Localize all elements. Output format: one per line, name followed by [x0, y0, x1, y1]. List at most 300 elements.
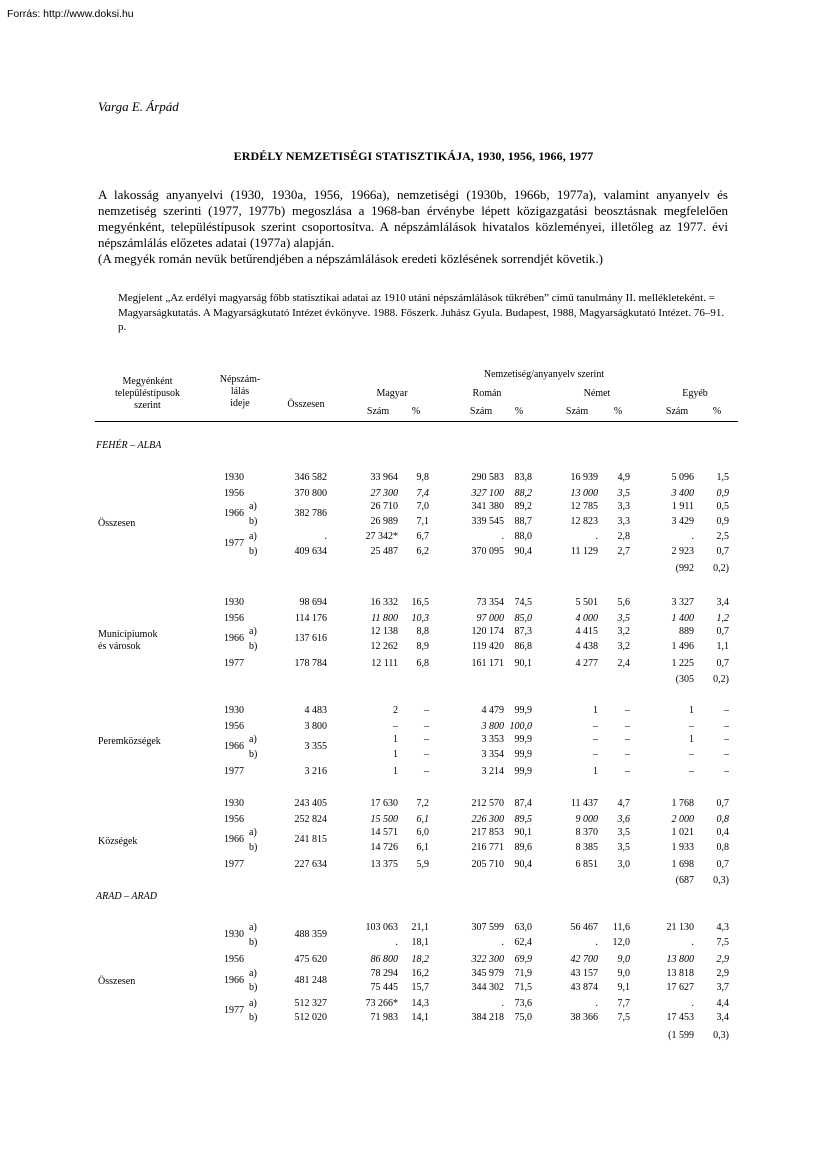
count-cell: .: [691, 531, 694, 542]
percent-cell: 87,3: [514, 626, 532, 637]
percent-cell: 2,5: [716, 531, 729, 542]
census-variant: b): [249, 841, 258, 853]
total-value: 241 815: [294, 834, 327, 845]
percent-cell: 6,7: [416, 531, 429, 542]
percent-cell: 99,9: [514, 705, 532, 716]
header-group: Nemzetiség/anyanyelv szerint: [483, 369, 605, 380]
percent-cell: –: [724, 705, 729, 716]
percent-cell: 7,7: [617, 997, 630, 1009]
percent-cell: 0,7: [716, 798, 729, 809]
count-cell: (992: [675, 563, 694, 574]
count-cell: 4 277: [575, 658, 598, 669]
percent-cell: 0,5: [716, 501, 729, 512]
percent-cell: 90,1: [514, 658, 532, 669]
percent-cell: –: [424, 734, 429, 745]
count-cell: 3 353: [481, 734, 504, 745]
count-cell: 4 438: [575, 640, 598, 652]
percent-cell: 5,6: [617, 597, 630, 608]
census-variant: a): [249, 626, 257, 637]
count-cell: 13 000: [570, 487, 598, 499]
count-cell: 11 129: [570, 545, 598, 557]
census-variant: a): [249, 967, 257, 979]
percent-cell: 11,6: [612, 922, 630, 933]
total-value: 243 405: [294, 798, 327, 809]
count-cell: 307 599: [471, 922, 504, 933]
count-cell: 205 710: [471, 859, 504, 870]
percent-cell: 90,1: [514, 827, 532, 838]
percent-cell: 12,0: [612, 936, 630, 948]
census-year: 1956: [224, 612, 244, 624]
count-cell: 1 021: [671, 827, 694, 838]
count-cell: 119 420: [471, 640, 504, 652]
percent-cell: 9,8: [416, 472, 429, 483]
census-year: 1966: [224, 741, 244, 752]
total-value: 137 616: [294, 633, 327, 644]
count-cell: 5 501: [575, 597, 598, 608]
percent-cell: 89,2: [514, 501, 532, 512]
header-roman: Román: [472, 388, 502, 399]
percent-cell: 5,9: [416, 859, 429, 870]
total-value: 4 483: [304, 705, 327, 716]
count-cell: 12 111: [371, 658, 398, 669]
percent-cell: 88,7: [514, 515, 532, 527]
percent-cell: 2,9: [716, 967, 729, 979]
percent-cell: 3,6: [617, 813, 630, 825]
row-group-label: Községek: [98, 836, 138, 848]
intro-text: [98, 187, 728, 267]
percent-cell: 10,3: [411, 612, 429, 624]
count-cell: 17 630: [370, 798, 398, 809]
intro-paragraph: A lakosság anyanyelvi (1930, 1930a, 1956, 1966a), nemzetiségi (1930b, 1966b, 1977a), valamint anyanyelv és nemzetiség szerinti (1977, 1977b) megoszlása a 1968-ban érvénybe lépett közigazgatási beosztásnak megfelelően megyénként, településtípusok szerint csoportosítva. A népszámlálások hivatalos közleményei, illetőleg az 1977. évi népszámlálás előzetes adatai (1977a) alapján.: [98, 187, 728, 250]
census-variant: b): [249, 982, 258, 993]
header-line: szerint: [134, 400, 161, 411]
census-variant: a): [249, 922, 257, 933]
count-cell: 1: [593, 766, 598, 777]
percent-cell: 6,1: [416, 841, 429, 853]
count-cell: .: [595, 997, 598, 1009]
census-year: 1966: [224, 508, 244, 519]
percent-cell: –: [724, 748, 729, 760]
count-cell: 13 800: [666, 954, 694, 965]
census-year: 1956: [224, 954, 244, 965]
total-value: 475 620: [294, 954, 327, 965]
count-cell: 216 771: [471, 841, 504, 853]
header-szam: Szám: [665, 406, 689, 417]
count-cell: –: [593, 748, 598, 760]
percent-cell: 18,2: [411, 954, 429, 965]
count-cell: 5 096: [671, 472, 694, 483]
source-line: Forrás: http://www.doksi.hu: [7, 8, 134, 20]
count-cell: 2 000: [671, 813, 694, 825]
count-cell: –: [689, 720, 694, 732]
percent-cell: 18,1: [411, 936, 429, 948]
census-variant: b): [249, 545, 258, 557]
count-cell: 339 545: [471, 515, 504, 527]
count-cell: –: [393, 720, 398, 732]
percent-cell: 3,4: [716, 597, 729, 608]
count-cell: 13 375: [370, 859, 398, 870]
count-cell: 21 130: [666, 922, 694, 933]
count-cell: 226 300: [471, 813, 504, 825]
percent-cell: 86,8: [514, 640, 532, 652]
percent-cell: 7,2: [416, 798, 429, 809]
header-line: lálás: [230, 386, 250, 397]
count-cell: 12 785: [570, 501, 598, 512]
count-cell: 42 700: [570, 954, 598, 965]
census-year: 1966: [224, 834, 244, 845]
count-cell: 13 818: [666, 967, 694, 979]
percent-cell: 4,4: [716, 997, 729, 1009]
count-cell: –: [689, 766, 694, 777]
count-cell: 322 300: [471, 954, 504, 965]
percent-cell: 3,0: [617, 859, 630, 870]
percent-cell: –: [625, 720, 630, 732]
count-cell: 341 380: [471, 501, 504, 512]
count-cell: .: [501, 997, 504, 1009]
header-total: Összesen: [287, 399, 325, 410]
count-cell: –: [593, 720, 598, 732]
total-value: 3 800: [304, 720, 327, 732]
percent-cell: 0,7: [716, 626, 729, 637]
count-cell: 1: [689, 705, 694, 716]
count-cell: 38 366: [570, 1012, 598, 1023]
percent-cell: 21,1: [411, 922, 429, 933]
percent-cell: 7,5: [617, 1012, 630, 1023]
count-cell: (305: [675, 673, 694, 685]
count-cell: 3 400: [671, 487, 694, 499]
percent-cell: 90,4: [514, 859, 532, 870]
header-pct: %: [514, 406, 524, 417]
percent-cell: 3,5: [617, 612, 630, 624]
percent-cell: 90,4: [514, 545, 532, 557]
percent-cell: 3,3: [617, 501, 630, 512]
count-cell: 11 800: [371, 612, 398, 624]
count-cell: 8 385: [575, 841, 598, 853]
row-group-label: Összesen: [98, 517, 136, 529]
percent-cell: 4,9: [617, 472, 630, 483]
count-cell: 1 698: [671, 859, 694, 870]
count-cell: 1 400: [671, 612, 694, 624]
percent-cell: 85,0: [514, 612, 532, 624]
count-cell: 33 964: [370, 472, 398, 483]
percent-cell: 74,5: [514, 597, 532, 608]
percent-cell: 0,9: [716, 487, 729, 499]
census-year: 1977: [224, 1004, 244, 1016]
count-cell: 78 294: [370, 967, 398, 979]
percent-cell: 6,2: [416, 545, 429, 557]
count-cell: 1: [689, 734, 694, 745]
count-cell: 73 266*: [365, 997, 398, 1009]
percent-cell: 4,7: [617, 798, 630, 809]
percent-cell: –: [625, 705, 630, 716]
count-cell: 2: [393, 705, 398, 716]
census-year: 1930: [224, 798, 244, 809]
census-year: 1930: [224, 929, 244, 940]
census-year: 1956: [224, 813, 244, 825]
publication-note: Megjelent „Az erdélyi magyarság főbb statisztikai adatai az 1910 utáni népszámlálások tükrében” című tanulmány II. mellékleteként. = Magyarságkutatás. A Magyarságkutató Intézet évkönyve. 1988. Főszerk. Juhász Gyula. Budapest, 1988, Magyarságkutató Intézet. 76–91. p.: [118, 292, 725, 333]
total-value: 382 786: [294, 508, 327, 519]
count-cell: 3 214: [481, 766, 504, 777]
count-cell: 97 000: [476, 612, 504, 624]
count-cell: 6 851: [575, 859, 598, 870]
percent-cell: 87,4: [514, 798, 532, 809]
percent-cell: 0,7: [716, 545, 729, 557]
count-cell: 16 939: [570, 472, 598, 483]
count-cell: 3 327: [671, 597, 694, 608]
percent-cell: 0,9: [716, 515, 729, 527]
percent-cell: 7,1: [416, 515, 429, 527]
count-cell: 71 983: [370, 1012, 398, 1023]
count-cell: 4 479: [481, 705, 504, 716]
intro-note: (A megyék román nevük betűrendjében a népszámlálások eredeti közlésének sorrendjét követik.): [98, 251, 604, 266]
percent-cell: 69,9: [514, 954, 532, 965]
percent-cell: 99,9: [514, 748, 532, 760]
percent-cell: 6,0: [416, 827, 429, 838]
percent-cell: 16,2: [411, 967, 429, 979]
count-cell: 1: [593, 705, 598, 716]
count-cell: –: [593, 734, 598, 745]
percent-cell: 4,3: [716, 922, 729, 933]
count-cell: 4 000: [575, 612, 598, 624]
count-cell: 43 874: [570, 982, 598, 993]
count-cell: 75 445: [370, 982, 398, 993]
percent-cell: 9,0: [617, 967, 630, 979]
header-szam: Szám: [469, 406, 493, 417]
total-value: 512 020: [294, 1012, 327, 1023]
census-year: 1966: [224, 974, 244, 986]
total-value: .: [324, 531, 327, 542]
percent-cell: 99,9: [514, 734, 532, 745]
census-year: 1930: [224, 705, 244, 716]
header-szam: Szám: [366, 406, 390, 417]
count-cell: 889: [679, 626, 694, 637]
header-nemet: Német: [583, 388, 611, 399]
percent-cell: 9,0: [617, 954, 630, 965]
count-cell: 3 800: [481, 720, 504, 732]
county-heading: FEHÉR – ALBA: [96, 440, 162, 451]
percent-cell: 2,9: [716, 954, 729, 965]
census-year: 1977: [224, 658, 244, 669]
census-year: 1977: [224, 766, 244, 777]
count-cell: .: [691, 997, 694, 1009]
count-cell: 1: [393, 748, 398, 760]
percent-cell: 0,7: [716, 859, 729, 870]
census-year: 1966: [224, 633, 244, 644]
count-cell: 103 063: [365, 922, 398, 933]
percent-cell: 71,5: [514, 982, 532, 993]
count-cell: 3 429: [671, 515, 694, 527]
percent-cell: 14,3: [411, 997, 429, 1009]
count-cell: .: [595, 936, 598, 948]
percent-cell: 15,7: [411, 982, 429, 993]
count-cell: 1 768: [671, 798, 694, 809]
header-pct: %: [613, 406, 623, 417]
total-value: 178 784: [294, 658, 327, 669]
header-census: [205, 374, 275, 410]
percent-cell: –: [724, 734, 729, 745]
count-cell: 27 342*: [365, 531, 398, 542]
count-cell: 344 302: [471, 982, 504, 993]
percent-cell: –: [625, 734, 630, 745]
percent-cell: 7,5: [716, 936, 729, 948]
census-variant: a): [249, 501, 257, 512]
total-value: 370 800: [294, 487, 327, 499]
percent-cell: 1,2: [716, 612, 729, 624]
total-value: 114 176: [294, 612, 327, 624]
percent-cell: 99,9: [514, 766, 532, 777]
percent-cell: –: [424, 705, 429, 716]
percent-cell: 0,2): [713, 563, 729, 574]
count-cell: 345 979: [471, 967, 504, 979]
count-cell: 14 571: [370, 827, 398, 838]
census-variant: a): [249, 734, 257, 745]
total-value: 98 694: [299, 597, 327, 608]
count-cell: 217 853: [471, 827, 504, 838]
count-cell: –: [689, 748, 694, 760]
count-cell: 12 138: [370, 626, 398, 637]
count-cell: 27 300: [370, 487, 398, 499]
percent-cell: 89,6: [514, 841, 532, 853]
total-value: 488 359: [294, 929, 327, 940]
percent-cell: 0,3): [713, 874, 729, 886]
percent-cell: 2,4: [617, 658, 630, 669]
percent-cell: 7,4: [416, 487, 429, 499]
percent-cell: 83,8: [514, 472, 532, 483]
count-cell: 73 354: [476, 597, 504, 608]
count-cell: 161 171: [471, 658, 504, 669]
percent-cell: 71,9: [514, 967, 532, 979]
header-pct: %: [411, 406, 421, 417]
count-cell: 1 496: [671, 640, 694, 652]
header-rule: [95, 421, 738, 422]
header-line: ideje: [230, 398, 250, 409]
percent-cell: –: [424, 720, 429, 732]
percent-cell: 2,8: [617, 531, 630, 542]
census-year: 1977: [224, 538, 244, 549]
count-cell: (1 599: [668, 1029, 694, 1041]
total-value: 409 634: [294, 545, 327, 557]
percent-cell: 0,8: [716, 813, 729, 825]
count-cell: 12 823: [570, 515, 598, 527]
census-variant: a): [249, 997, 257, 1009]
percent-cell: 14,1: [411, 1012, 429, 1023]
row-group-label: Összesen: [98, 975, 136, 987]
percent-cell: 0,3): [713, 1029, 729, 1041]
count-cell: 26 710: [370, 501, 398, 512]
percent-cell: 3,2: [617, 626, 630, 637]
count-cell: 327 100: [471, 487, 504, 499]
census-variant: b): [249, 1012, 258, 1023]
count-cell: 9 000: [575, 813, 598, 825]
count-cell: .: [501, 531, 504, 542]
total-value: 481 248: [294, 974, 327, 986]
header-egyeb: Egyéb: [682, 388, 708, 399]
percent-cell: –: [424, 748, 429, 760]
count-cell: (687: [675, 874, 694, 886]
count-cell: 14 726: [370, 841, 398, 853]
percent-cell: 3,2: [617, 640, 630, 652]
percent-cell: –: [424, 766, 429, 777]
count-cell: 384 218: [471, 1012, 504, 1023]
percent-cell: 8,8: [416, 626, 429, 637]
percent-cell: 9,1: [617, 982, 630, 993]
percent-cell: –: [625, 748, 630, 760]
percent-cell: 63,0: [514, 922, 532, 933]
census-variant: b): [249, 936, 258, 948]
count-cell: 12 262: [370, 640, 398, 652]
percent-cell: –: [724, 720, 729, 732]
count-cell: 17 453: [666, 1012, 694, 1023]
total-value: 252 824: [294, 813, 327, 825]
total-value: 3 216: [304, 766, 327, 777]
percent-cell: 88,2: [514, 487, 532, 499]
count-cell: 3 354: [481, 748, 504, 760]
percent-cell: 3,5: [617, 841, 630, 853]
percent-cell: 0,4: [716, 827, 729, 838]
count-cell: 2 923: [671, 545, 694, 557]
percent-cell: 3,4: [716, 1012, 729, 1023]
header-pct: %: [712, 406, 722, 417]
percent-cell: 100,0: [509, 720, 532, 732]
header-line: Népszám-: [219, 374, 261, 385]
percent-cell: 1,1: [716, 640, 729, 652]
census-year: 1956: [224, 720, 244, 732]
county-heading: ARAD – ARAD: [96, 891, 157, 902]
percent-cell: 73,6: [514, 997, 532, 1009]
count-cell: 86 800: [370, 954, 398, 965]
count-cell: 1: [393, 766, 398, 777]
header-szam: Szám: [565, 406, 589, 417]
percent-cell: 0,2): [713, 673, 729, 685]
count-cell: 8 370: [575, 827, 598, 838]
census-variant: a): [249, 827, 257, 838]
percent-cell: 3,5: [617, 827, 630, 838]
percent-cell: 89,5: [514, 813, 532, 825]
count-cell: 15 500: [370, 813, 398, 825]
total-value: 346 582: [294, 472, 327, 483]
census-year: 1956: [224, 487, 244, 499]
census-variant: b): [249, 515, 258, 527]
document-title: ERDÉLY NEMZETISÉGI STATISZTIKÁJA, 1930, 1956, 1966, 1977: [233, 149, 594, 163]
count-cell: 212 570: [471, 798, 504, 809]
author-name: Varga E. Árpád: [98, 99, 179, 114]
percent-cell: 0,8: [716, 841, 729, 853]
count-cell: 56 467: [570, 922, 598, 933]
count-cell: 26 989: [370, 515, 398, 527]
count-cell: .: [501, 936, 504, 948]
row-group-label: és városok: [98, 641, 141, 653]
percent-cell: –: [625, 766, 630, 777]
percent-cell: 88,0: [514, 531, 532, 542]
count-cell: 43 157: [570, 967, 598, 979]
header-line: Megyénként: [122, 376, 173, 387]
percent-cell: 1,5: [716, 472, 729, 483]
percent-cell: 8,9: [416, 640, 429, 652]
count-cell: 1 933: [671, 841, 694, 853]
total-value: 512 327: [294, 997, 327, 1009]
percent-cell: 3,7: [716, 982, 729, 993]
count-cell: 11 437: [570, 798, 598, 809]
total-value: 227 634: [294, 859, 327, 870]
percent-cell: 7,0: [416, 501, 429, 512]
census-year: 1930: [224, 472, 244, 483]
count-cell: 16 332: [370, 597, 398, 608]
count-cell: 370 095: [471, 545, 504, 557]
count-cell: 25 487: [370, 545, 398, 557]
count-cell: 290 583: [471, 472, 504, 483]
percent-cell: 16,5: [411, 597, 429, 608]
percent-cell: 6,1: [416, 813, 429, 825]
